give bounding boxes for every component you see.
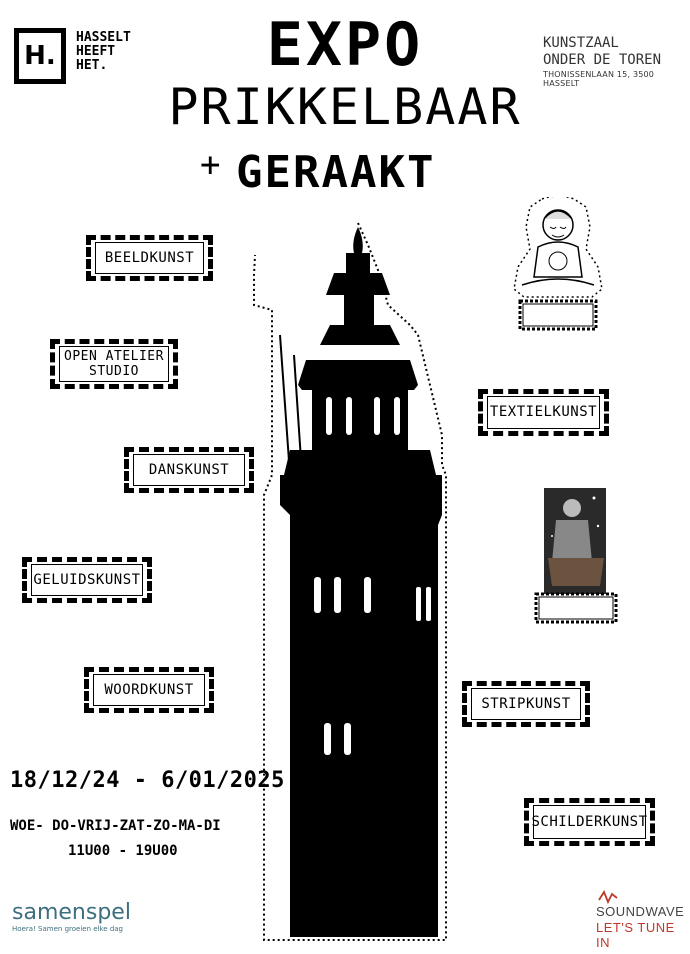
- venue-line2: ONDER DE TOREN: [543, 52, 662, 68]
- title-plus: +: [200, 145, 221, 185]
- label-geluidskunst: [22, 557, 152, 603]
- meditation-figure-image: [512, 197, 604, 332]
- label-woordkunst: [84, 667, 214, 713]
- tower-illustration: [250, 215, 450, 945]
- label-geluidskunst-text: GELUIDSKUNST: [33, 571, 141, 588]
- label-schilderkunst: [524, 798, 655, 846]
- logo-letter: H.: [24, 41, 56, 71]
- samenspel-tagline: Hoera! Samen groeien elke dag: [12, 925, 124, 933]
- venue-line1: KUNSTZAAL: [543, 35, 619, 51]
- label-stripkunst-text: STRIPKUNST: [481, 695, 571, 712]
- label-open-atelier-line1: OPEN ATELIER: [64, 349, 164, 364]
- label-danskunst-text: DANSKUNST: [148, 461, 230, 478]
- label-beeldkunst: [86, 235, 213, 281]
- venue-address: THONISSENLAAN 15, 3500 HASSELT: [543, 70, 655, 88]
- title-expo: EXPO: [266, 10, 424, 80]
- soundwave-logo: SOUNDWAVE: [596, 904, 685, 919]
- soundwave-tagline: LET'S TUNE IN: [596, 920, 675, 950]
- opening-hours: 11U00 - 19U00: [68, 843, 178, 859]
- label-textielkunst-text: TEXTIELKUNST: [489, 404, 598, 420]
- label-schilderkunst-text: SCHILDERKUNST: [531, 813, 648, 830]
- opening-days: WOE- DO-VRIJ-ZAT-ZO-MA-DI: [10, 818, 221, 834]
- label-textielkunst: [478, 389, 609, 436]
- exhibition-dates: 18/12/24 - 6/01/2025: [10, 768, 285, 793]
- label-woordkunst-text: WOORDKUNST: [104, 681, 194, 698]
- title-geraakt: GERAAKT: [236, 147, 436, 198]
- title-prikkelbaar: PRIKKELBAAR: [168, 78, 522, 136]
- label-stripkunst: [462, 681, 590, 727]
- label-beeldkunst-text: BEELDKUNST: [104, 249, 195, 266]
- soundwave-wave-icon: [598, 890, 618, 904]
- samenspel-logo: samenspel: [12, 900, 131, 925]
- label-open-atelier-line2: STUDIO: [89, 364, 139, 379]
- performer-photo-image: [534, 486, 618, 624]
- hasselt-logo-text: HASSELT HEEFT HET.: [76, 30, 131, 73]
- label-open-atelier: [50, 339, 178, 389]
- label-danskunst: [124, 447, 254, 493]
